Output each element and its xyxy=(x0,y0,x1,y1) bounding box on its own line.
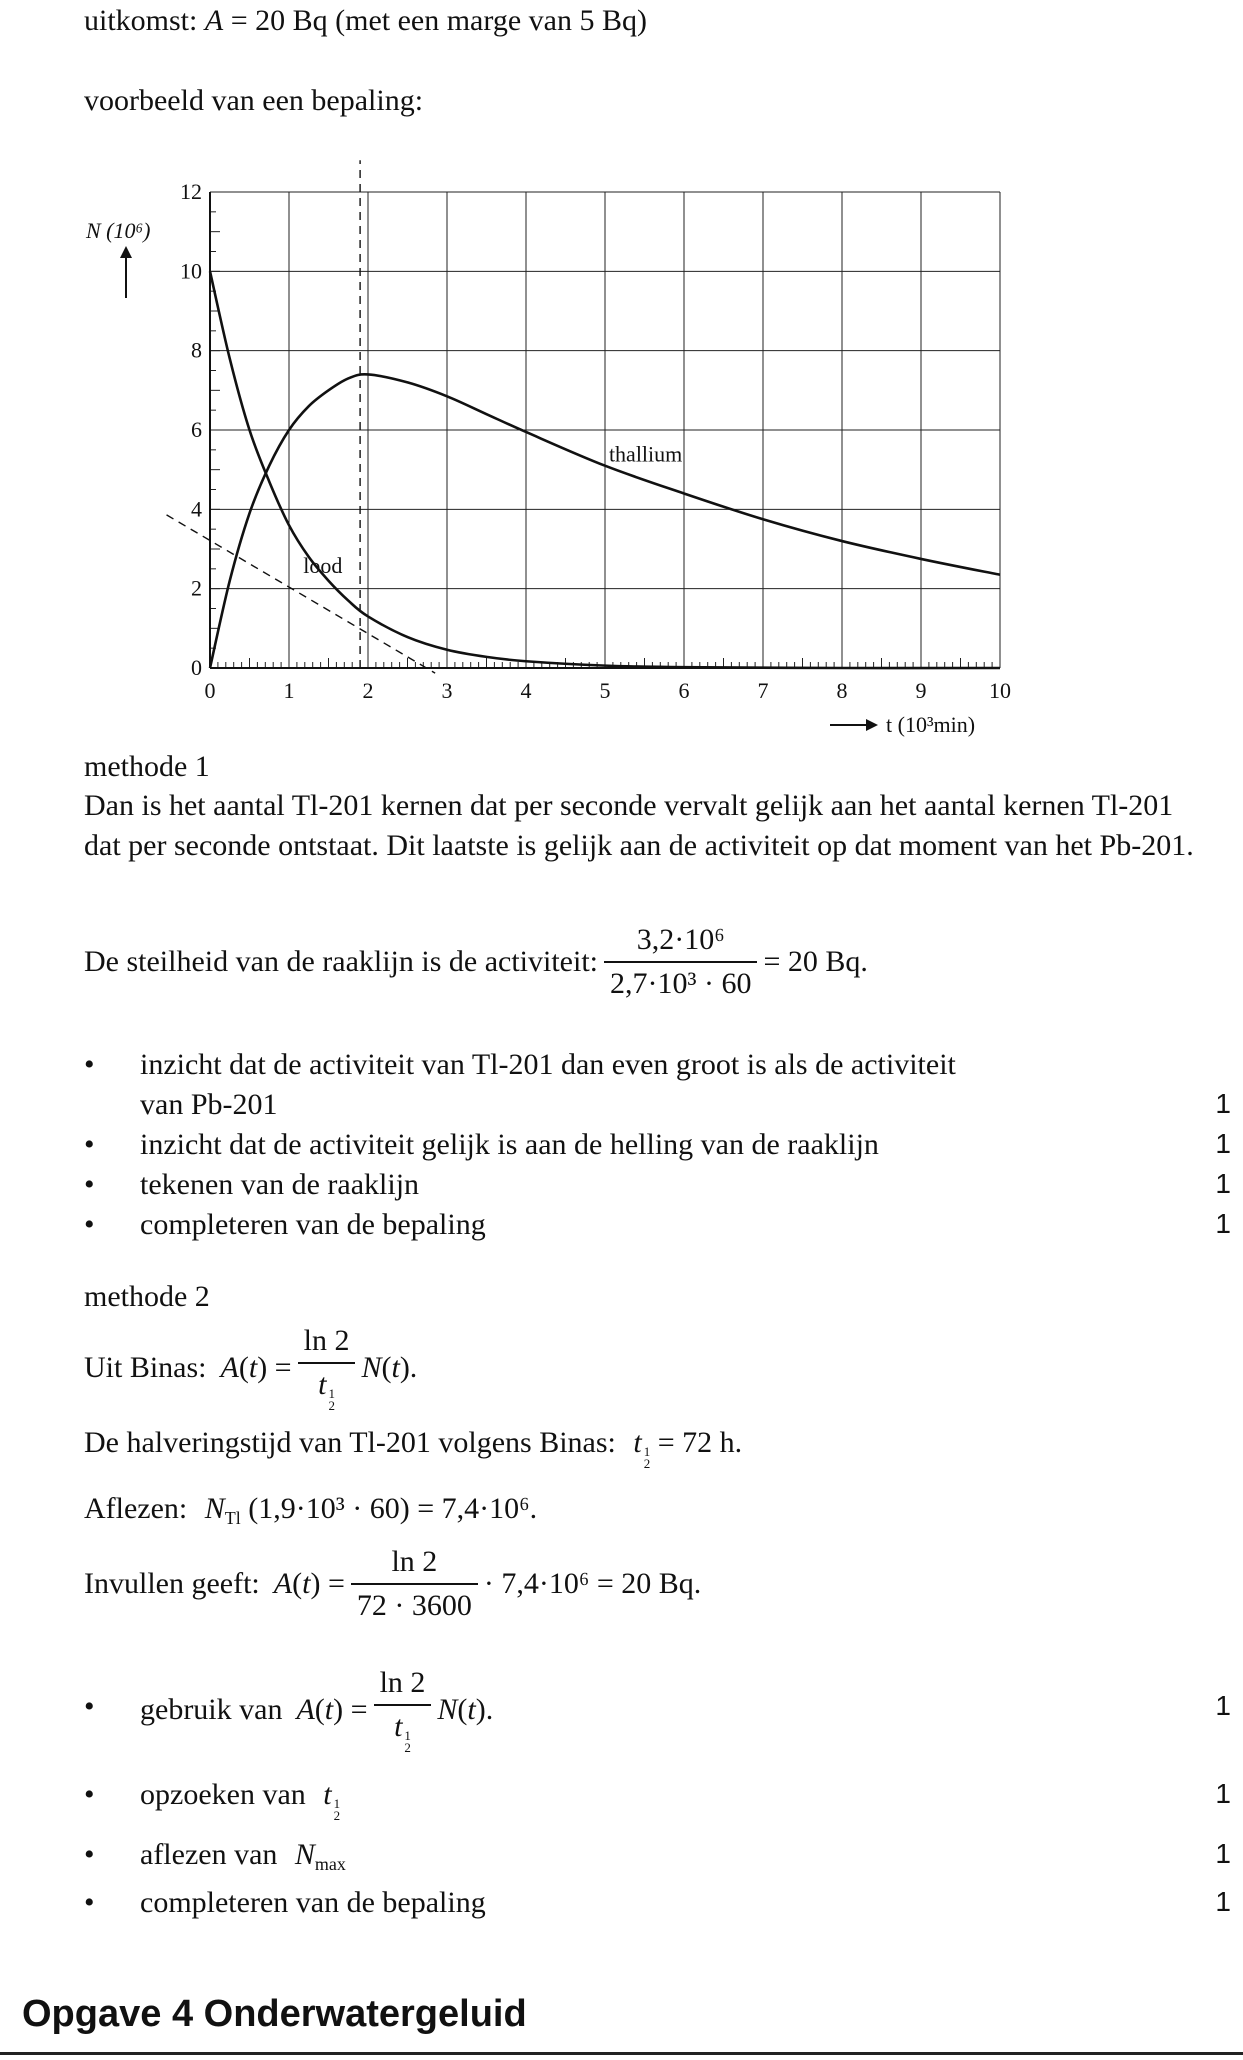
y-tick-label: 12 xyxy=(180,179,202,204)
bullet-icon: • xyxy=(84,1128,95,1161)
methode1-text: Dan is het aantal Tl-201 kernen dat per seconde vervalt gelijk aan het aantal kernen Tl-201 dat per seconde ontstaat. Dit laatste is gelijk aan de activiteit op dat moment van het Pb-201. xyxy=(84,789,1194,862)
bullet-points: 1 xyxy=(1215,1886,1231,1917)
methode2-title: methode 2 xyxy=(84,1280,210,1313)
label-thallium: thallium xyxy=(608,441,683,467)
y-tick-label: 6 xyxy=(191,417,202,442)
halveringstijd-value: = 72 h. xyxy=(657,1426,743,1459)
bullet-text: completeren van de bepaling xyxy=(140,1208,486,1241)
section-heading: Opgave 4 Onderwatergeluid xyxy=(22,1993,527,2035)
bullet-text: gebruik van A ( t ) = ln 2 t 1 2 N ( t ). xyxy=(140,1666,494,1755)
x-tick-label: 2 xyxy=(362,678,374,703)
x-tick-label: 3 xyxy=(441,678,453,703)
bullet-icon: • xyxy=(84,1168,95,1201)
invullen-tail: · 7,4·10⁶ = 20 Bq. xyxy=(483,1567,702,1600)
formula-fraction xyxy=(604,923,757,1001)
x-tick-label: 0 xyxy=(204,678,216,703)
bullet-text: opzoeken van t 1 2 xyxy=(140,1778,341,1823)
list-item xyxy=(84,1208,1231,1248)
halveringstijd-line: De halveringstijd van Tl-201 volgens Binas: t 1 2 = 72 h. xyxy=(84,1426,743,1471)
bullet-points: 1 xyxy=(1215,1088,1231,1119)
label-lood: lood xyxy=(303,552,343,578)
formula-intro: De steilheid van de raaklijn is de activiteit: xyxy=(84,945,598,978)
x-tick-label: 10 xyxy=(989,678,1011,703)
bullet-icon: • xyxy=(84,1838,95,1871)
halveringstijd-label: De halveringstijd van Tl-201 volgens Binas: xyxy=(84,1426,616,1459)
divider xyxy=(0,2052,1243,2055)
methode1-title: methode 1 xyxy=(84,750,210,783)
list-item xyxy=(84,1778,1231,1823)
x-axis-arrow-icon xyxy=(866,719,878,731)
aflezen-label: Aflezen: xyxy=(84,1492,188,1525)
bullet-text: completeren van de bepaling xyxy=(140,1886,486,1919)
bullet-icon: • xyxy=(84,1048,95,1081)
x-tick-label: 1 xyxy=(283,678,295,703)
ln2-fraction: ln 2 t 1 2 xyxy=(298,1324,356,1412)
x-axis-label: t (10³min) xyxy=(886,712,976,737)
voorbeeld-line: voorbeeld van een bepaling: xyxy=(84,84,424,117)
x-tick-label: 4 xyxy=(520,678,532,703)
invullen-fraction: $\frac{\ln 2}{72 \cdot 3600}$ xyxy=(351,1545,478,1623)
y-tick-label: 2 xyxy=(191,575,202,601)
series-raaklijn xyxy=(167,515,436,673)
bullet-label: opzoeken van xyxy=(140,1778,306,1811)
invullen-label: Invullen geeft: xyxy=(84,1567,260,1600)
y-tick-label: 0 xyxy=(191,655,202,680)
list-item xyxy=(84,1048,1231,1128)
bullet-points: 1 xyxy=(1215,1838,1231,1869)
bullet-points: 1 xyxy=(1215,1208,1231,1239)
bullet-icon: • xyxy=(84,1886,95,1919)
formula-numerator: 3,2·10⁶ xyxy=(604,923,757,963)
bullet-points: 1 xyxy=(1215,1168,1231,1199)
x-tick-label: 5 xyxy=(599,678,611,703)
methode1-formula xyxy=(84,912,868,1012)
list-item xyxy=(84,1168,1231,1208)
bullet-text: aflezen van $N_{max}$ xyxy=(140,1838,346,1874)
aflezen-formula: (1,9·10³ · 60) = 7,4·10⁶. xyxy=(248,1492,538,1525)
x-tick-label: 6 xyxy=(678,678,690,703)
formula-denominator: 2,7·10³ · 60 xyxy=(610,967,752,1000)
bullet-text: inzicht dat de activiteit gelijk is aan de helling van de raaklijn xyxy=(140,1128,879,1161)
uit-binas-formula: Uit Binas: A ( t ) = ln 2 t 1 2 N ( t ). xyxy=(84,1324,418,1413)
bullet-points: 1 xyxy=(1215,1128,1231,1159)
formula-result: = 20 Bq. xyxy=(763,945,868,978)
list-item xyxy=(84,1128,1231,1168)
y-axis-label: N (10⁶) xyxy=(86,218,151,243)
bullet-icon: • xyxy=(84,1778,95,1811)
bullet-points: 1 xyxy=(1215,1690,1231,1721)
y-tick-label: 4 xyxy=(191,496,202,522)
invullen-line: Invullen geeft: A ( t ) = $\frac{\ln 2}{72 \cdot 3600}$ · 7,4·10⁶ = 20 Bq. xyxy=(84,1545,702,1622)
bullet-points: 1 xyxy=(1215,1778,1231,1809)
decay-chart xyxy=(60,150,1040,750)
aflezen-line: Aflezen: $N_{Tl}$ (1,9·10³ · 60) = 7,4·10⁶. xyxy=(84,1492,538,1528)
uit-binas-label: Uit Binas: xyxy=(84,1351,207,1384)
list-item xyxy=(84,1660,1231,1760)
x-tick-label: 7 xyxy=(757,678,769,703)
x-tick-label: 9 xyxy=(915,678,927,703)
y-tick-label: 8 xyxy=(191,337,202,363)
bullet-label: gebruik van xyxy=(140,1693,283,1726)
list-item xyxy=(84,1886,1231,1926)
y-axis-arrow-icon xyxy=(120,246,132,258)
list-item xyxy=(84,1838,1231,1878)
x-tick-label: 8 xyxy=(836,678,848,703)
y-tick-label: 10 xyxy=(180,258,202,284)
bullet-text: tekenen van de raaklijn xyxy=(140,1168,420,1201)
bullet-label: aflezen van xyxy=(140,1838,278,1871)
bullet-text-continued: van Pb-201 xyxy=(140,1088,278,1121)
uitkomst-line: uitkomst: A = 20 Bq (met een marge van 5 Bq) xyxy=(84,4,647,37)
bullet-icon: • xyxy=(84,1208,95,1241)
bullet-icon: • xyxy=(84,1690,95,1723)
bullet-text: inzicht dat de activiteit van Tl-201 dan even groot is als de activiteit xyxy=(140,1048,956,1081)
